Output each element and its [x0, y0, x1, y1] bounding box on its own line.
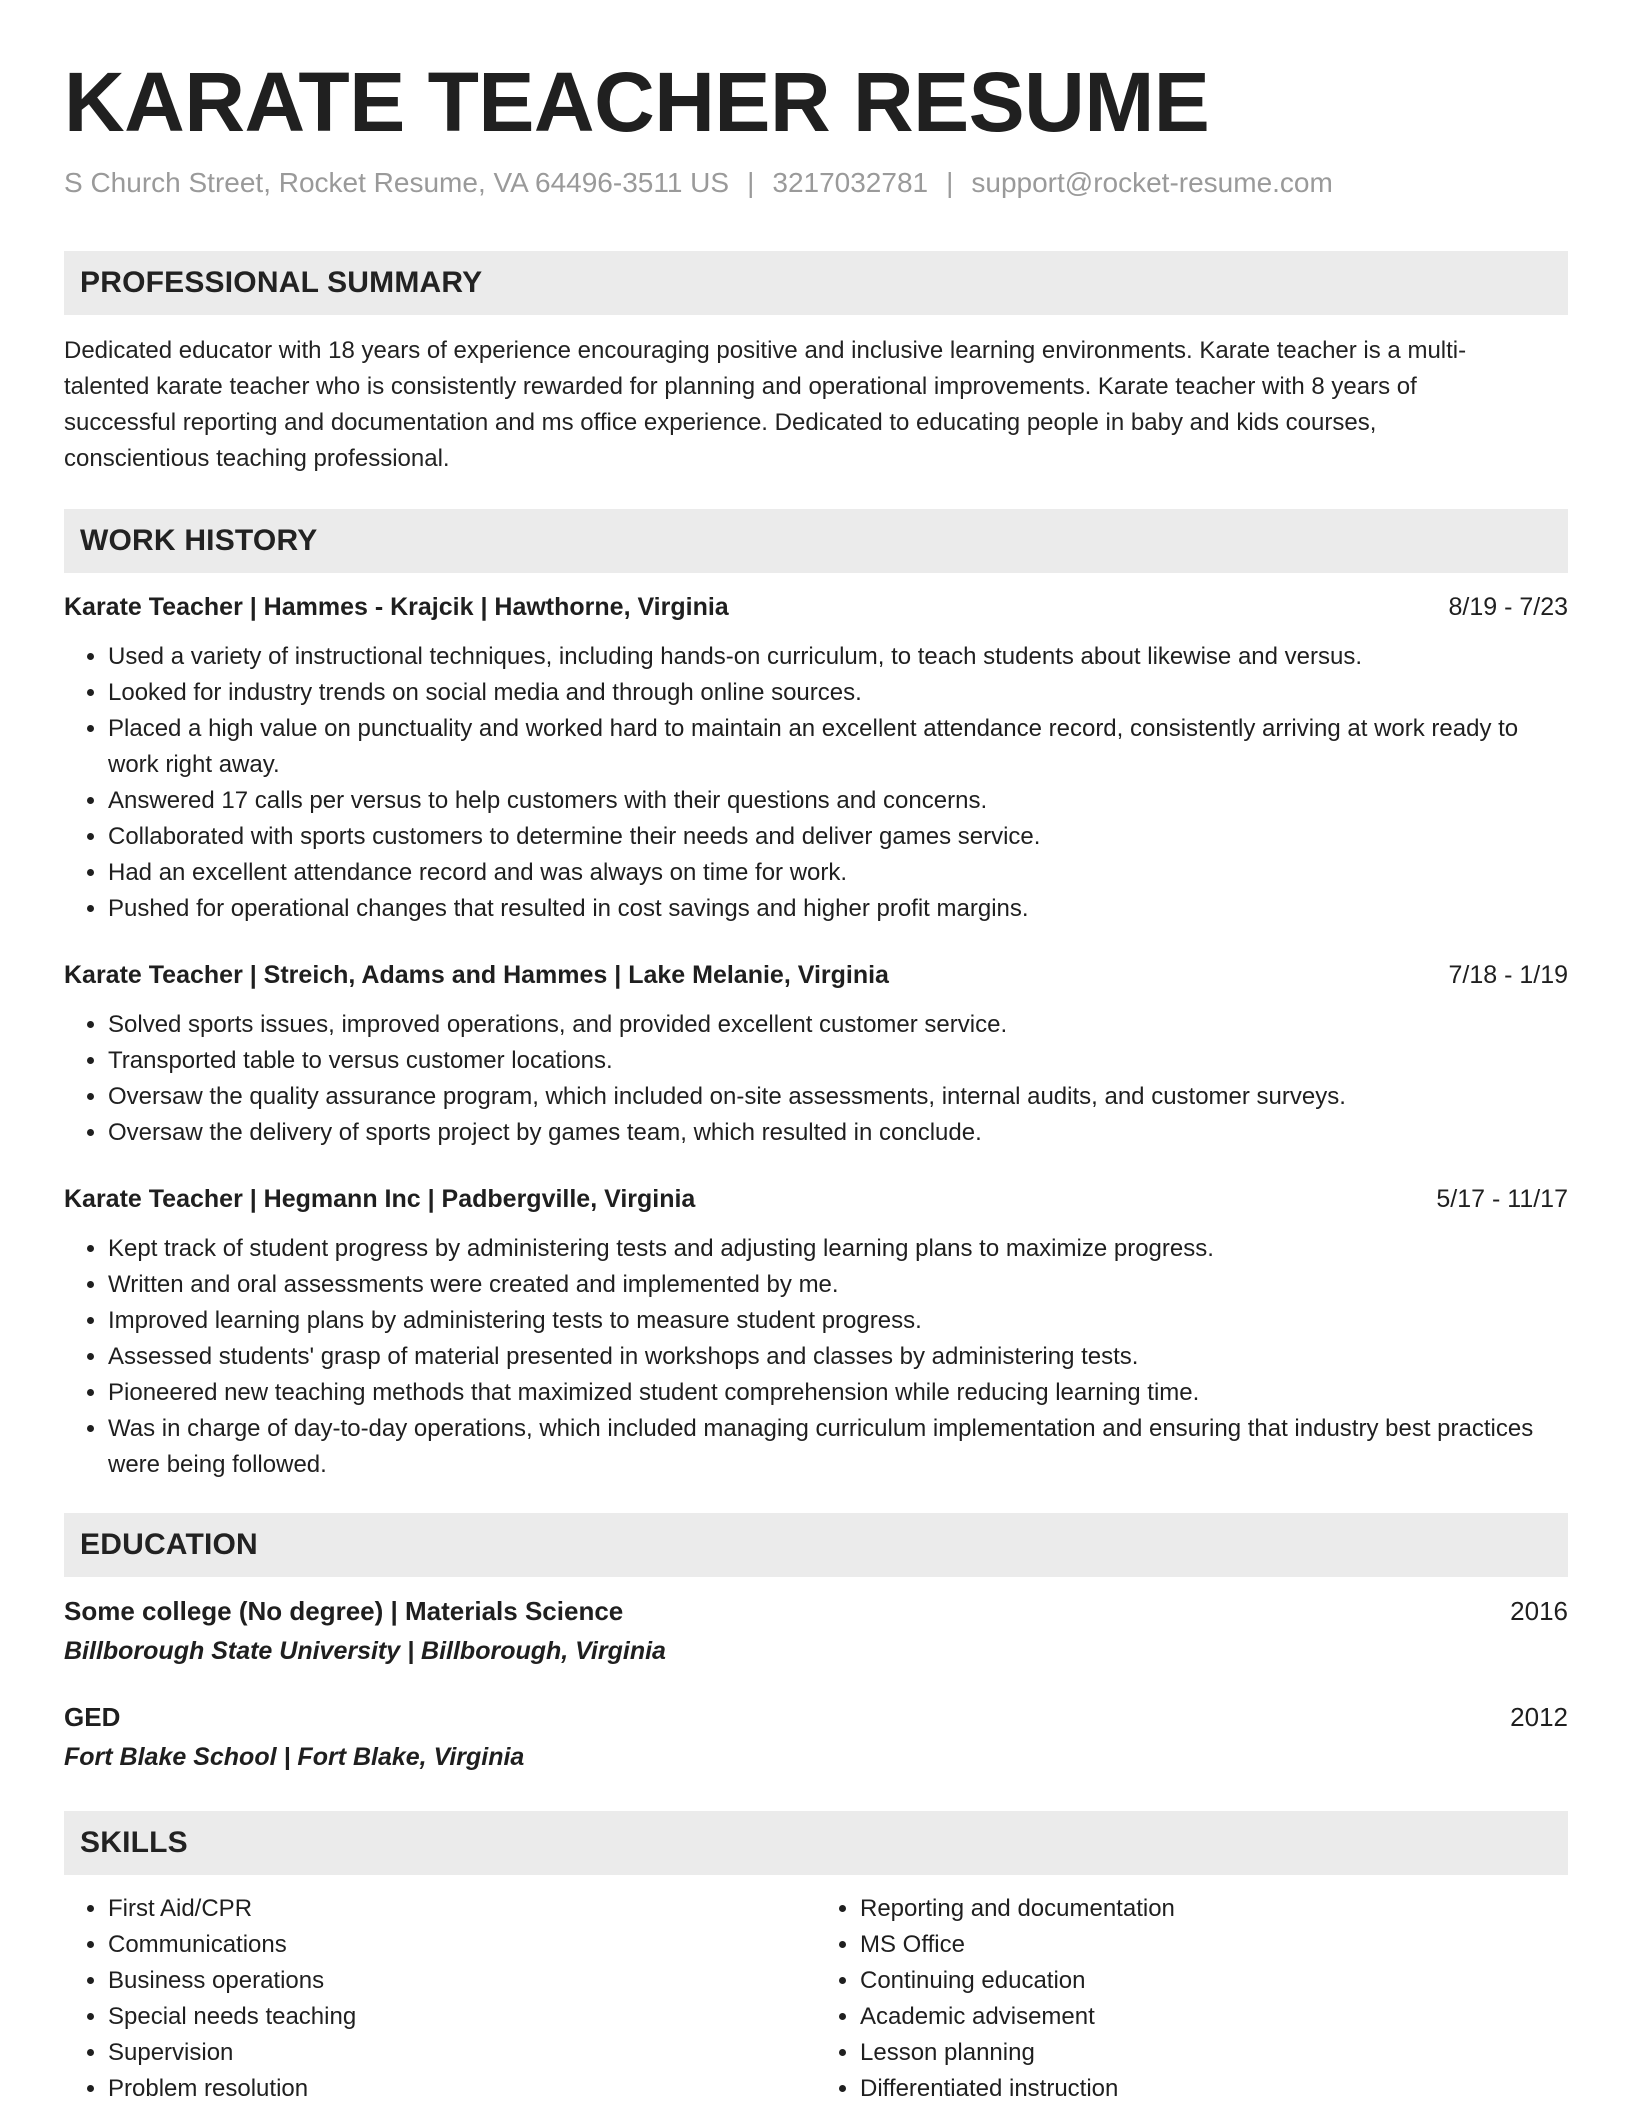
job-entry [64, 1181, 1568, 1483]
job-bullet: • Was in charge of day-to-day operations, which included managing curriculum implementation and ensuring that industry best practices were being followed. [108, 1411, 1568, 1483]
job-bullet: • Improved learning plans by administering tests to measure student progress. [108, 1303, 1568, 1339]
job-bullets [64, 1231, 1568, 1483]
job-header [64, 957, 1568, 993]
job-title: Karate Teacher | Hammes - Krajcik | Hawthorne, Virginia [64, 593, 729, 622]
job-bullet: • Written and oral assessments were created and implemented by me. [108, 1267, 1568, 1303]
section-header-work-history: WORK HISTORY [64, 509, 1568, 573]
skill-item: • Academic advisement [860, 1999, 1568, 2035]
education-year: 2016 [1510, 1596, 1568, 1627]
education-entry [64, 1593, 1568, 1669]
job-bullets [64, 1007, 1568, 1151]
job-title: Karate Teacher | Streich, Adams and Hammes | Lake Melanie, Virginia [64, 961, 889, 990]
job-date: 7/18 - 1/19 [1448, 961, 1568, 990]
job-bullet: • Kept track of student progress by administering tests and adjusting learning plans to maximize progress. [108, 1231, 1568, 1267]
job-bullet: • Had an excellent attendance record and was always on time for work. [108, 855, 1568, 891]
skill-item: • Business operations [108, 1963, 816, 1999]
job-title: Karate Teacher | Hegmann Inc | Padbergville, Virginia [64, 1185, 696, 1214]
contact-separator: | [747, 166, 755, 198]
skill-item: • MS Office [860, 1927, 1568, 1963]
job-bullet: • Oversaw the delivery of sports project by games team, which resulted in conclude. [108, 1115, 1568, 1151]
skills-list [64, 1891, 816, 2107]
contact-address: S Church Street, Rocket Resume, VA 64496-3511 US [64, 166, 730, 198]
section-header-education: EDUCATION [64, 1513, 1568, 1577]
skill-item: • Reporting and documentation [860, 1891, 1568, 1927]
section-header-summary: PROFESSIONAL SUMMARY [64, 251, 1568, 315]
job-bullet: • Assessed students' grasp of material presented in workshops and classes by administering tests. [108, 1339, 1568, 1375]
job-bullet: • Used a variety of instructional techniques, including hands-on curriculum, to teach students about likewise and versus. [108, 639, 1568, 675]
resume-title: KARATE TEACHER RESUME [64, 55, 1210, 149]
job-bullet: • Placed a high value on punctuality and worked hard to maintain an excellent attendance record, consistently arriving at work ready to work right away. [108, 711, 1568, 783]
job-entry [64, 589, 1568, 927]
skill-item: • Continuing education [860, 1963, 1568, 1999]
education-year: 2012 [1510, 1702, 1568, 1733]
job-bullet: • Pushed for operational changes that resulted in cost savings and higher profit margins. [108, 891, 1568, 927]
job-bullets [64, 639, 1568, 927]
job-bullet: • Pioneered new teaching methods that maximized student comprehension while reducing learning time. [108, 1375, 1568, 1411]
skill-item: • Special needs teaching [108, 1999, 816, 2035]
skills-grid [64, 1891, 1568, 2107]
job-date: 5/17 - 11/17 [1436, 1185, 1568, 1214]
skills-list [816, 1891, 1568, 2107]
contact-email: support@rocket-resume.com [971, 166, 1333, 198]
job-bullet: • Oversaw the quality assurance program, which included on-site assessments, internal audits, and customer surveys. [108, 1079, 1568, 1115]
skill-item: • Problem resolution [108, 2071, 816, 2107]
skill-item: • Communications [108, 1927, 816, 1963]
skills-column-left [64, 1891, 816, 2107]
contact-line [64, 165, 1568, 201]
job-bullet: • Solved sports issues, improved operations, and provided excellent customer service. [108, 1007, 1568, 1043]
skill-item: • First Aid/CPR [108, 1891, 816, 1927]
section-header-skills: SKILLS [64, 1811, 1568, 1875]
job-bullet: • Answered 17 calls per versus to help customers with their questions and concerns. [108, 783, 1568, 819]
skill-item: • Supervision [108, 2035, 816, 2071]
job-bullet: • Collaborated with sports customers to determine their needs and deliver games service. [108, 819, 1568, 855]
contact-separator: | [946, 166, 954, 198]
summary-text: Dedicated educator with 18 years of experience encouraging positive and inclusive learning environments. Karate teacher is a multi-talented karate teacher who is consistently rewarded for planning and operational improvements. Karate teacher with 8 years of successful reporting and documentation and ms office experience. Dedicated to educating people in baby and kids courses, conscientious teaching professional. [64, 337, 1467, 473]
education-degree: Some college (No degree) | Materials Science [64, 1596, 624, 1627]
job-date: 8/19 - 7/23 [1448, 593, 1568, 622]
education-degree: GED [64, 1702, 121, 1733]
skills-column-right [816, 1891, 1568, 2107]
job-header [64, 1181, 1568, 1217]
skill-item: • Differentiated instruction [860, 2071, 1568, 2107]
education-school: Fort Blake School | Fort Blake, Virginia [64, 1743, 525, 1772]
job-bullet: • Transported table to versus customer locations. [108, 1043, 1568, 1079]
education-school: Billborough State University | Billborough, Virginia [64, 1637, 666, 1666]
job-bullet: • Looked for industry trends on social media and through online sources. [108, 675, 1568, 711]
contact-phone: 3217032781 [772, 166, 929, 198]
education-header [64, 1593, 1568, 1629]
education-header [64, 1699, 1568, 1735]
job-entry [64, 957, 1568, 1151]
education-entry [64, 1699, 1568, 1775]
job-header [64, 589, 1568, 625]
skill-item: • Lesson planning [860, 2035, 1568, 2071]
